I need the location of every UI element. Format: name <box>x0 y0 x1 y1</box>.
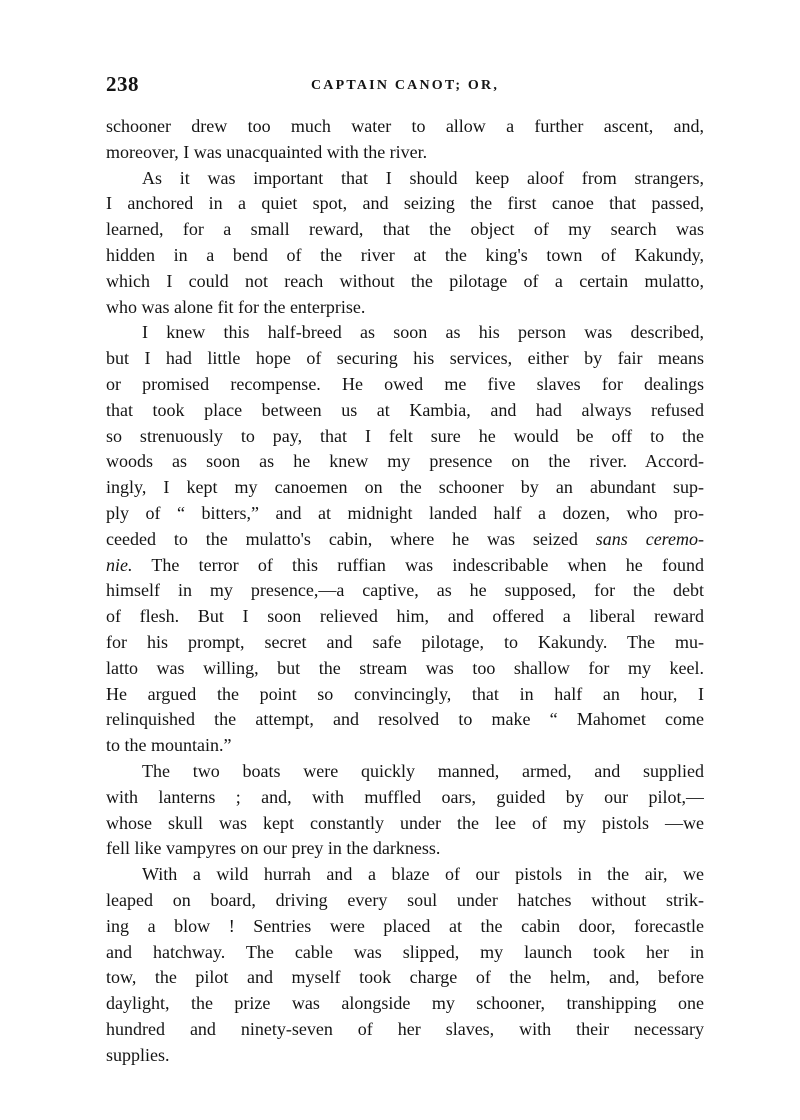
text-line: learned, for a small reward, that the object of my search was <box>106 219 704 240</box>
page-number: 238 <box>106 72 139 96</box>
text-line: whose skull was kept constantly under the lee of my pistols —we <box>106 812 704 833</box>
italic-phrase: sans ceremo- <box>595 528 704 549</box>
text-line-with-italic <box>106 527 704 553</box>
text-line: supplies. <box>106 1044 170 1065</box>
text-line: so strenuously to pay, that I felt sure he would be off to the <box>106 425 704 446</box>
text-line: fell like vampyres on our prey in the darkness. <box>106 838 441 859</box>
text-line-with-italic <box>106 553 704 579</box>
text-line: of flesh. But I soon relieved him, and offered a liberal reward <box>106 606 704 627</box>
text-line: schooner drew too much water to allow a further ascent, and, <box>106 116 704 136</box>
text-line: ingly, I kept my canoemen on the schooner by an abundant sup- <box>106 477 704 498</box>
text-line: hidden in a bend of the river at the king's town of Kakundy, <box>106 244 704 265</box>
text-line: ing a blow ! Sentries were placed at the cabin door, forecastle <box>106 915 704 936</box>
text-line: He argued the point so convincingly, that in half an hour, I <box>106 683 704 704</box>
text-line: tow, the pilot and myself took charge of the helm, and, before <box>106 967 704 988</box>
text-line: I knew this half-breed as soon as his person was described, <box>142 322 704 343</box>
text-line: for his prompt, secret and safe pilotage, to Kakundy. The mu- <box>106 631 704 652</box>
text-line: leaped on board, driving every soul under hatches without strik- <box>106 889 704 910</box>
text-line: hundred and ninety-seven of her slaves, with their necessary <box>106 1018 704 1039</box>
running-head <box>106 70 704 100</box>
text-line: to the mountain.” <box>106 735 232 756</box>
text-line: relinquished the attempt, and resolved to make “ Mahomet come <box>106 709 704 730</box>
italic-phrase: nie. <box>106 554 133 575</box>
text-line: that took place between us at Kambia, and had always refused <box>106 399 704 420</box>
text-line: or promised recompense. He owed me five slaves for dealings <box>106 373 704 394</box>
body-text <box>106 114 704 1068</box>
text-line: woods as soon as he knew my presence on the river. Accord- <box>106 451 704 472</box>
running-title: CAPTAIN CANOT; OR, <box>311 78 500 93</box>
text-line-segment: ceeded to the mulatto's cabin, where he was seized <box>106 528 578 549</box>
text-line: moreover, I was unacquainted with the river. <box>106 141 428 162</box>
text-line: who was alone fit for the enterprise. <box>106 296 366 317</box>
text-line: which I could not reach without the pilotage of a certain mulatto, <box>106 270 704 291</box>
text-line: As it was important that I should keep aloof from strangers, <box>142 167 704 188</box>
text-line: I anchored in a quiet spot, and seizing the first canoe that passed, <box>106 193 704 214</box>
text-line: daylight, the prize was alongside my schooner, transhipping one <box>106 993 704 1014</box>
text-line: latto was willing, but the stream was too shallow for my keel. <box>106 657 704 678</box>
text-line: with lanterns ; and, with muffled oars, guided by our pilot,— <box>106 786 704 807</box>
text-line: himself in my presence,—a captive, as he supposed, for the debt <box>106 580 704 601</box>
text-line: The two boats were quickly manned, armed, and supplied <box>142 760 704 781</box>
text-line-segment: The terror of this ruffian was indescribable when he found <box>151 554 704 575</box>
text-line: With a wild hurrah and a blaze of our pistols in the air, we <box>142 864 704 885</box>
text-line: and hatchway. The cable was slipped, my launch took her in <box>106 941 704 962</box>
text-line: but I had little hope of securing his services, either by fair means <box>106 348 704 369</box>
text-line: ply of “ bitters,” and at midnight landed half a dozen, who pro- <box>106 502 704 523</box>
